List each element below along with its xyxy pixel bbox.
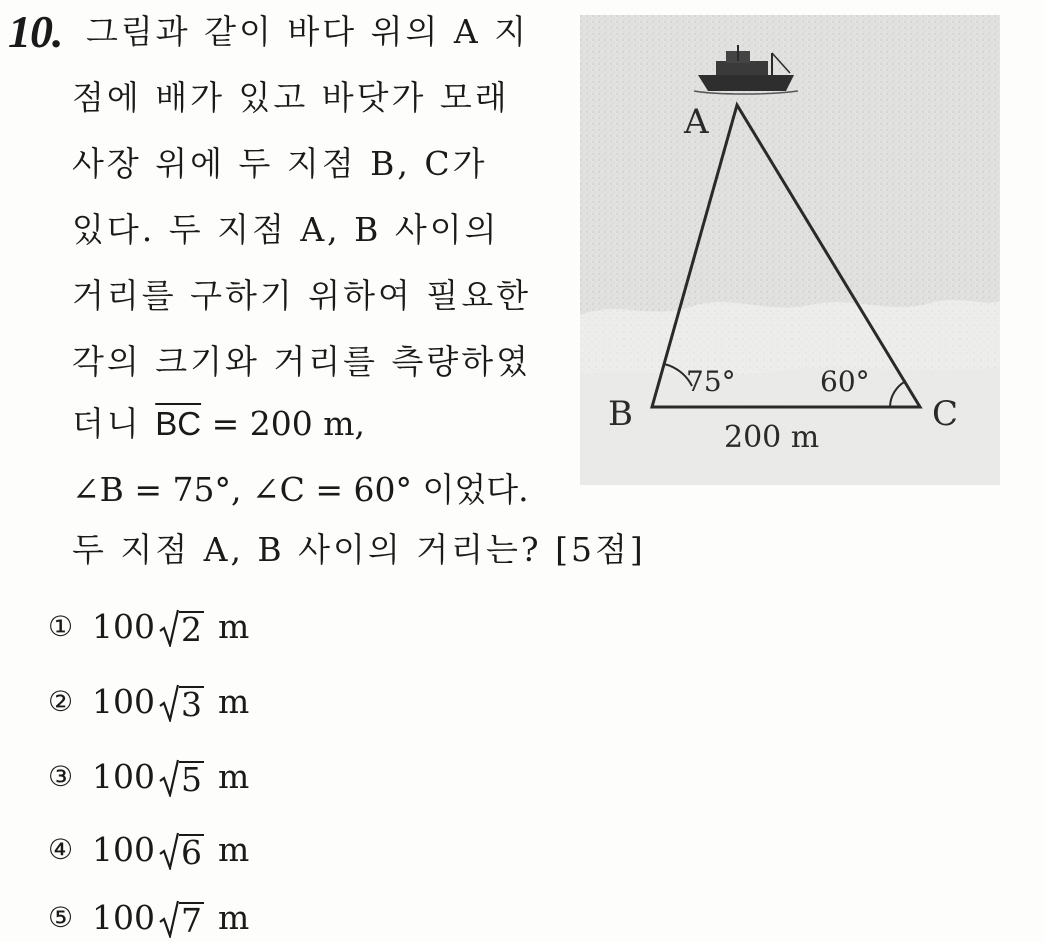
choice-radicand: 7	[181, 901, 202, 940]
choice-number: ①	[48, 610, 74, 643]
problem-line-1: 그림과 같이 바다 위의 A 지	[86, 12, 530, 51]
problem-number: 10.	[8, 6, 63, 57]
vertex-label-b: B	[608, 394, 633, 434]
sqrt-icon	[159, 757, 204, 797]
choice-3[interactable]	[48, 755, 249, 799]
problem-line-6: 각의 크기와 거리를 측량하였	[72, 342, 532, 381]
vertex-label-c: C	[932, 394, 959, 434]
problem-line-2: 점에 배가 있고 바닷가 모래	[72, 78, 510, 117]
choice-unit: m	[218, 682, 250, 721]
choice-number: ③	[48, 760, 74, 793]
line7-prefix: 더니	[72, 404, 156, 443]
choice-unit: m	[218, 607, 250, 646]
problem-line-8: ∠B = 75°, ∠C = 60° 이었다.	[72, 470, 529, 509]
problem-line-5: 거리를 구하기 위하여 필요한	[72, 276, 532, 315]
problem-line-3: 사장 위에 두 지점 B, C가	[72, 144, 488, 183]
vertex-label-a: A	[684, 102, 709, 142]
choice-coefficient: 100	[92, 898, 155, 937]
choice-number: ⑤	[48, 901, 74, 934]
problem-line-4: 있다. 두 지점 A, B 사이의	[72, 210, 500, 249]
choice-1[interactable]	[48, 605, 249, 649]
figure-svg	[580, 15, 1000, 485]
choice-2[interactable]	[48, 680, 249, 724]
problem-line-7	[72, 404, 365, 444]
segment-bc: $\overline{BC}$	[155, 405, 202, 442]
angle-label-b: 75°	[686, 365, 736, 398]
choice-4[interactable]	[48, 828, 249, 872]
line7-suffix: = 200 m,	[201, 404, 365, 443]
choice-number: ④	[48, 833, 74, 866]
choice-unit: m	[218, 757, 250, 796]
distance-label: 200 m	[724, 420, 820, 455]
sqrt-icon	[159, 898, 204, 938]
choice-unit: m	[218, 830, 250, 869]
choice-coefficient: 100	[92, 607, 155, 646]
angle-label-c: 60°	[820, 365, 870, 398]
choice-coefficient: 100	[92, 757, 155, 796]
sqrt-icon	[159, 830, 204, 870]
choice-radicand: 6	[181, 833, 202, 872]
problem-question: 두 지점 A, B 사이의 거리는? [5점]	[72, 530, 646, 569]
choice-unit: m	[218, 898, 250, 937]
choice-radicand: 5	[181, 760, 202, 799]
choice-5[interactable]	[48, 896, 249, 940]
choice-radicand: 2	[181, 610, 202, 649]
triangle-figure	[580, 15, 1000, 485]
sqrt-icon	[159, 607, 204, 647]
sqrt-icon	[159, 682, 204, 722]
choice-number: ②	[48, 685, 74, 718]
choice-radicand: 3	[181, 685, 202, 724]
choice-coefficient: 100	[92, 830, 155, 869]
choice-coefficient: 100	[92, 682, 155, 721]
